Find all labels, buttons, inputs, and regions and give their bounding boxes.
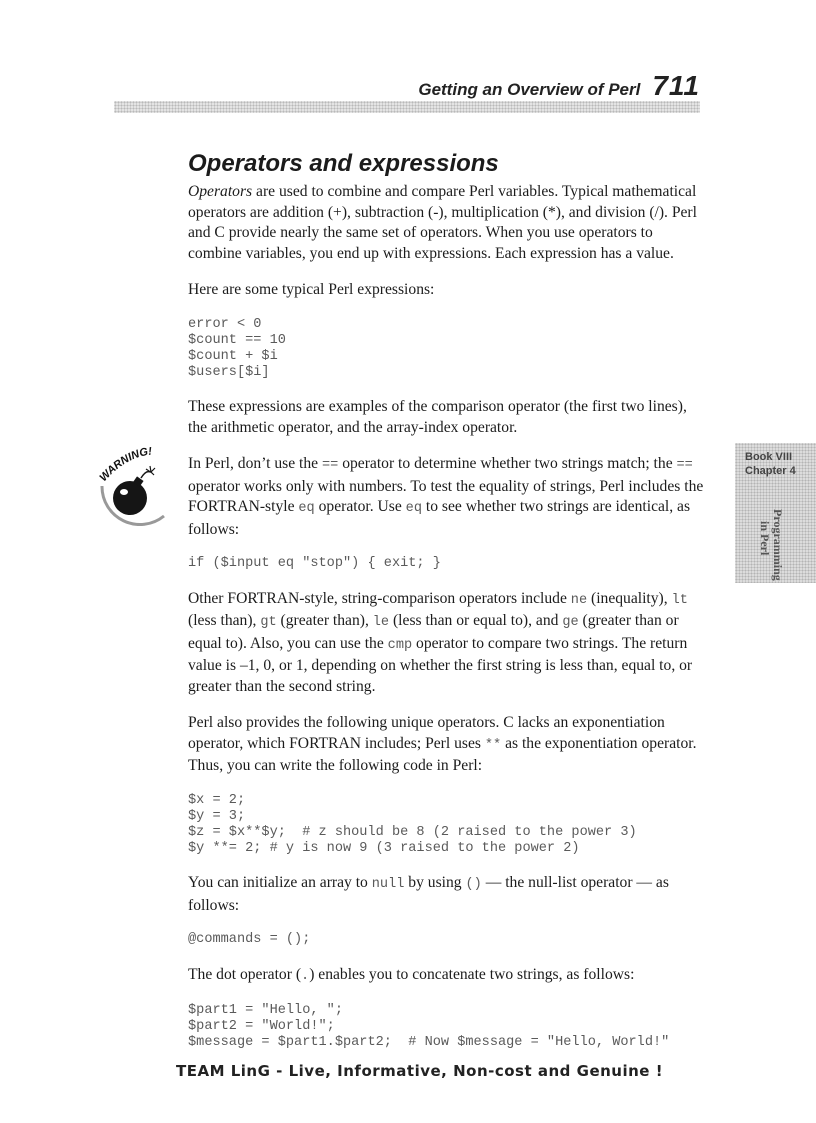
code-eq-example: if ($input eq "stop") { exit; }	[188, 556, 441, 572]
code-concat: $part1 = "Hello, "; $part2 = "World!"; $message = $part1.$part2; # Now $message = "Hello, World!"	[188, 1003, 670, 1051]
p7-text-1: You can initialize an array to	[188, 874, 372, 892]
main-content	[97, 150, 708, 1068]
p8-text-1: The dot operator (	[188, 965, 302, 983]
code-exponent: $x = 2; $y = 3; $z = $x**$y; # z should be 8 (2 raised to the power 3) $y **= 2; # y is now 9 (3 raised to the power 2)	[188, 792, 637, 857]
warning-text-3: operator works only with numbers. To test the equality of strings, Perl includes the FORTRAN-style	[188, 477, 704, 516]
footer-banner: TEAM LinG - Live, Informative, Non-cost and Genuine !	[176, 1062, 664, 1080]
inline-code-ne: ne	[570, 592, 588, 608]
chapter-side-tab	[735, 443, 816, 583]
warning-text-4: operator. Use	[314, 498, 406, 516]
p5-text-1: Other FORTRAN-style, string-comparison operators include	[188, 589, 571, 607]
term-operators: Operators	[188, 183, 253, 200]
code-expressions: error < 0 $count == 10 $count + $i $users[$i]	[188, 316, 286, 381]
header-rule	[114, 101, 700, 113]
p6-text-2: as the exponentiation operator. Thus, you can write the following code in Perl:	[188, 734, 697, 775]
inline-code-ge: ge	[562, 615, 579, 631]
p6-text-1: Perl also provides the following unique operators. C lacks an exponentiation operator, which FORTRAN includes; Perl uses	[188, 714, 665, 752]
warning-text-2: operator to determine whether two strings match; the	[338, 455, 677, 473]
inline-code-dot: .	[301, 968, 310, 984]
inline-code-eqeq: ==	[321, 458, 339, 474]
page-number: 711	[652, 70, 700, 101]
svg-text:WARNING!	[97, 446, 152, 484]
paragraph-string-comparison	[188, 589, 708, 698]
inline-code-empty-list: ()	[465, 877, 482, 893]
p7-text-2: by using	[404, 874, 466, 892]
paragraph-null-list	[188, 873, 708, 916]
warning-text-1: In Perl, don’t use the	[188, 455, 322, 473]
warning-label: WARNING!	[97, 445, 153, 485]
paragraph-operators	[188, 182, 708, 264]
tab-book-label: Book VIII	[745, 451, 793, 463]
inline-code-eq: eq	[298, 501, 315, 517]
tab-chapter-label: Chapter 4	[745, 465, 796, 477]
p5-text-7: operator to compare two strings. The return value is –1, 0, or 1, depending on whether the first string is less than, equal to, or greater than the second string.	[188, 634, 693, 695]
running-title: Getting an Overview of Perl	[418, 80, 641, 99]
paragraph-typical-expressions: Here are some typical Perl expressions:	[188, 281, 435, 298]
inline-code-cmp: cmp	[387, 637, 413, 653]
paragraph-warning	[188, 454, 708, 540]
paragraph-expression-types: These expressions are examples of the comparison operator (the first two lines), the arithmetic operator, and the array-index operator.	[188, 398, 687, 436]
inline-code-exponent: **	[484, 737, 502, 753]
p7-text-3: — the null-list operator — as follows:	[188, 874, 669, 914]
bomb-icon	[94, 442, 178, 526]
inline-code-eqeq: ==	[676, 458, 693, 474]
paragraph-dot-operator	[188, 965, 708, 988]
tab-title-line-2: in Perl	[758, 521, 772, 556]
running-header	[418, 70, 700, 102]
p8-text-2: ) enables you to concatenate two strings, as follows:	[309, 965, 635, 983]
p5-text-4: (greater than),	[276, 612, 373, 630]
warning-block	[97, 445, 708, 540]
code-null-list: @commands = ();	[188, 932, 311, 948]
warning-text-5: to see whether two strings are identical, as follows:	[188, 498, 691, 538]
inline-code-null: null	[371, 877, 405, 893]
p5-text-3: (less than),	[188, 612, 261, 630]
paragraph-unique-operators	[188, 713, 708, 777]
paragraph-text: are used to combine and compare Perl variables. Typical mathematical operators are addition (+), subtraction (-), multiplication (*), and division (/). Perl and C provide nearly the same set of operators. When you use operators to combine variables, you end up with expressions. Each expression has a value.	[188, 183, 697, 262]
section-title: Operators and expressions	[188, 150, 499, 177]
inline-code-lt: lt	[671, 592, 688, 608]
inline-code-gt: gt	[260, 615, 277, 631]
tab-chapter-title	[757, 507, 795, 581]
p5-text-2: (inequality),	[587, 589, 672, 607]
p5-text-6: (greater than or equal to). Also, you can use the	[188, 612, 679, 652]
inline-code-le: le	[372, 615, 390, 631]
tab-title-line-1: Programming	[771, 509, 785, 581]
p5-text-5: (less than or equal to), and	[389, 612, 563, 630]
inline-code-eq: eq	[405, 501, 422, 517]
